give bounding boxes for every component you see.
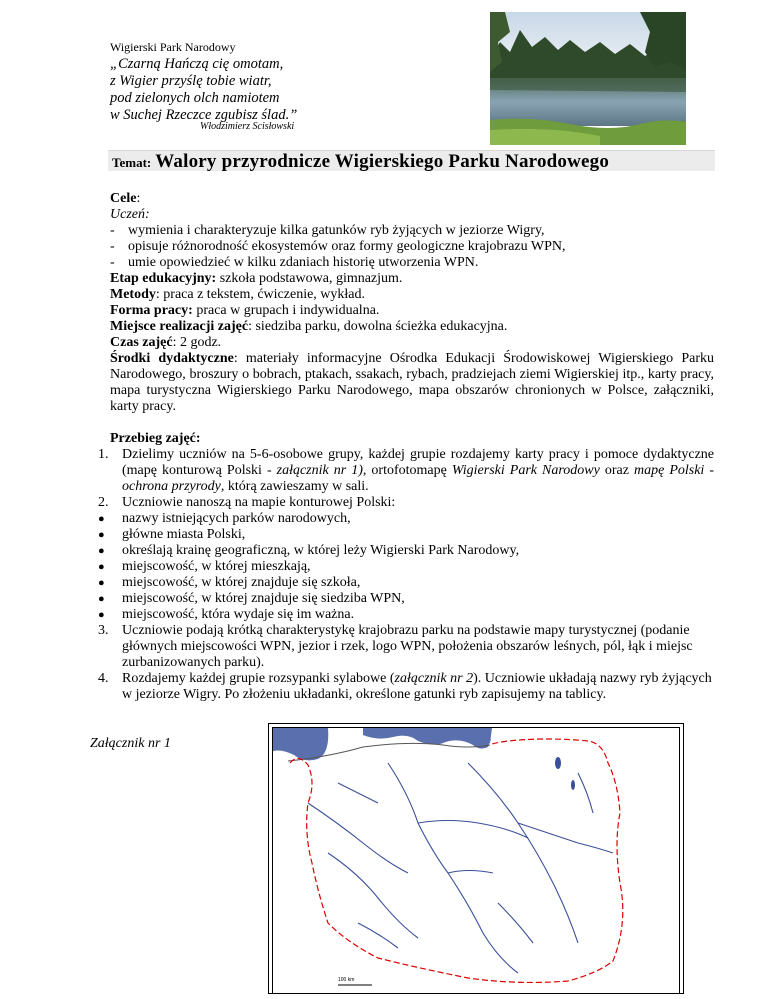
goal-item: - opisuje różnorodność ekosystemów oraz formy geologiczne krajobrazu WPN,: [110, 239, 566, 254]
course-step-1: 1. Dzielimy uczniów na 5-6-osobowe grupy, każdej grupie rozdajemy karty pracy i pomoce dydaktyczne (mapę konturową Polski - załącznik nr 1), ortofotomapę Wigierski Park Narodowy oraz mapę Polski - ochrona przyrody, którą zawieszamy w sali.: [98, 447, 714, 494]
goals-heading: Cele:: [110, 191, 141, 206]
bullet-item: ● miejscowość, w której mieszkają,: [98, 559, 311, 574]
bullet-item: ● określają krainę geograficzną, w której leży Wigierski Park Narodowy,: [98, 543, 520, 558]
course-step-3: 3. Uczniowie podają krótką charakterystykę krajobrazu parku na podstawie mapy turystycznej (podanie głównych miejscowości WPN, jezior i rzek, logo WPN, położenia obszarów leśnych, pól, łąk i miejsc zurbanizowanych parku).: [98, 623, 693, 670]
annex-label: Załącznik nr 1: [90, 736, 171, 751]
poland-contour-map: [268, 723, 684, 994]
poem-author: Włodzimierz Scisłowski: [200, 121, 295, 132]
meta-means: Środki dydaktyczne: materiały informacyjne Ośrodka Edukacji Środowiskowej Wigierskiego Parku Narodowego, broszury o bobrach, ptakach, ssakach, rybach, pradziejach ziemi Wigierskiej itp., karty pracy, mapa turystyczna Wigierskiego Parku Narodowego, mapa obszarów chronionych w Polsce, załączniki, karty pracy.: [110, 351, 714, 414]
bullet-item: ● nazwy istniejących parków narodowych,: [98, 511, 351, 526]
course-heading: Przebieg zajęć:: [110, 431, 201, 446]
meta-stage: Etap edukacyjny: szkoła podstawowa, gimnazjum.: [110, 271, 403, 286]
bullet-item: ● miejscowość, w której znajduje się siedziba WPN,: [98, 591, 405, 606]
poem: [110, 56, 297, 124]
lake-photo: [490, 12, 686, 145]
meta-methods: Metody: praca z tekstem, ćwiczenie, wykład.: [110, 287, 366, 302]
topic-label: Temat:: [112, 155, 152, 170]
poem-line: z Wigier przyślę tobie wiatr,: [110, 73, 272, 89]
goals-student: Uczeń:: [110, 207, 150, 222]
map-scale-label: 100 km: [338, 977, 355, 983]
meta-time: Czas zajęć: 2 godz.: [110, 335, 222, 350]
bullet-item: ● miejscowość, w której znajduje się szkoła,: [98, 575, 361, 590]
course-step-4: 4. Rozdajemy każdej grupie rozsypanki sylabowe (załącznik nr 2). Uczniowie układają nazwy ryb żyjących w jeziorze Wigry. Po złożeniu układanki, określone gatunki ryb zapisujemy na tablicy.: [98, 671, 712, 702]
topic-bar: [108, 150, 715, 171]
topic-title: Walory przyrodnicze Wigierskiego Parku Narodowego: [155, 151, 610, 172]
poem-line: w Suchej Rzeczce zgubisz ślad.”: [110, 107, 298, 123]
bullet-item: ● miejscowość, która wydaje się im ważna.: [98, 607, 355, 622]
content: [98, 191, 714, 703]
bullet-item: ● główne miasta Polski,: [98, 527, 246, 542]
poem-line: „Czarną Hańczą cię omotam,: [110, 56, 284, 72]
poem-line: pod zielonych olch namiotem: [110, 90, 280, 106]
goal-item: - umie opowiedzieć w kilku zdaniach historię utworzenia WPN.: [110, 255, 479, 270]
meta-form: Forma pracy: praca w grupach i indywidualna.: [110, 303, 380, 318]
goal-item: - wymienia i charakteryzuje kilka gatunków ryb żyjących w jeziorze Wigry,: [110, 223, 545, 238]
meta-place: Miejsce realizacji zajęć: siedziba parku, dowolna ścieżka edukacyjna.: [110, 319, 508, 334]
course-step-2: 2. Uczniowie nanoszą na mapie konturowej Polski:: [98, 495, 396, 510]
header-org: Wigierski Park Narodowy: [110, 40, 236, 54]
